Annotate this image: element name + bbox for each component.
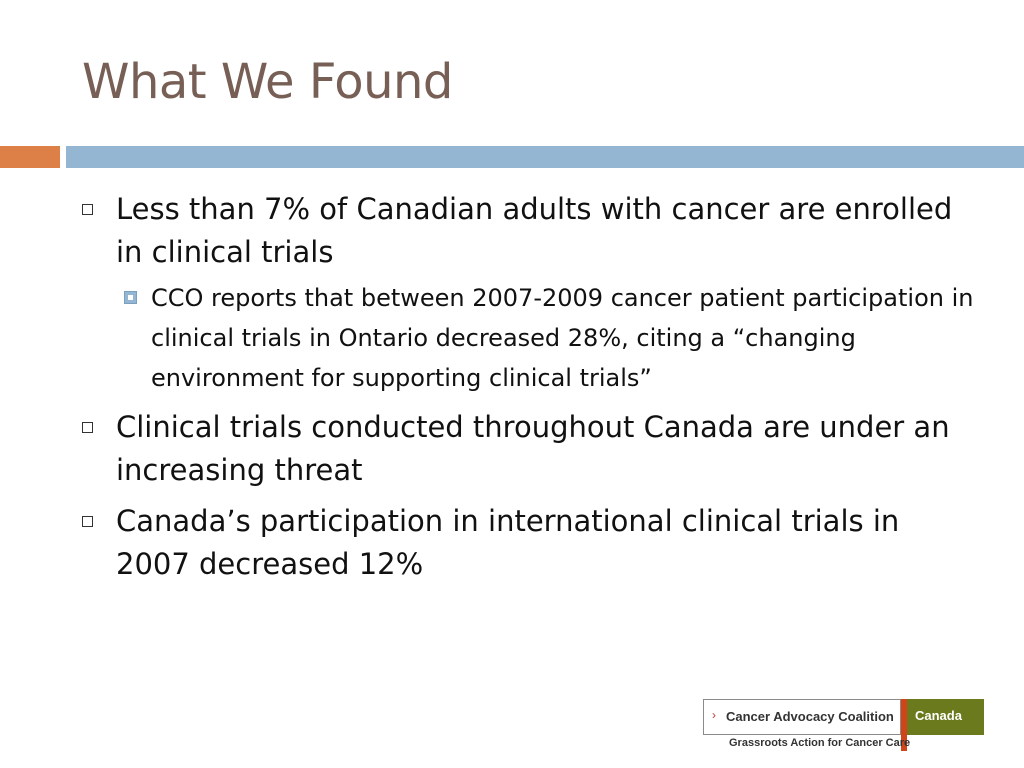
slide-title: What We Found xyxy=(82,54,453,110)
organization-logo xyxy=(703,699,984,751)
bullet-item xyxy=(82,188,982,398)
bullet-text: Clinical trials conducted throughout Canada are under an increasing threat xyxy=(116,410,950,487)
bullet-list xyxy=(82,188,982,594)
title-divider-bar xyxy=(66,146,1024,168)
hollow-square-bullet-icon xyxy=(82,516,93,527)
sub-bullet-text: CCO reports that between 2007-2009 cancer patient participation in clinical trials in Ontario decreased 28%, citing a “changing environment for supporting clinical trials” xyxy=(151,284,974,392)
logo-organization-name: Cancer Advocacy Coalition xyxy=(726,709,894,724)
sub-bullet-list xyxy=(116,278,982,398)
hollow-square-bullet-icon xyxy=(82,204,93,215)
bullet-text: Less than 7% of Canadian adults with cancer are enrolled in clinical trials xyxy=(116,192,953,269)
logo-name-box xyxy=(703,699,901,735)
bullet-item xyxy=(82,500,982,586)
sub-bullet-item xyxy=(116,278,982,398)
bullet-text: Canada’s participation in international clinical trials in 2007 decreased 12% xyxy=(116,504,900,581)
logo-arrow-icon: › xyxy=(712,708,716,722)
logo-country-box xyxy=(901,699,984,735)
bullet-item xyxy=(82,406,982,492)
logo-tagline: Grassroots Action for Cancer Care xyxy=(729,737,911,749)
title-accent-bar xyxy=(0,146,60,168)
logo-country-name: Canada xyxy=(915,708,962,723)
filled-square-bullet-icon xyxy=(124,291,137,304)
hollow-square-bullet-icon xyxy=(82,422,93,433)
